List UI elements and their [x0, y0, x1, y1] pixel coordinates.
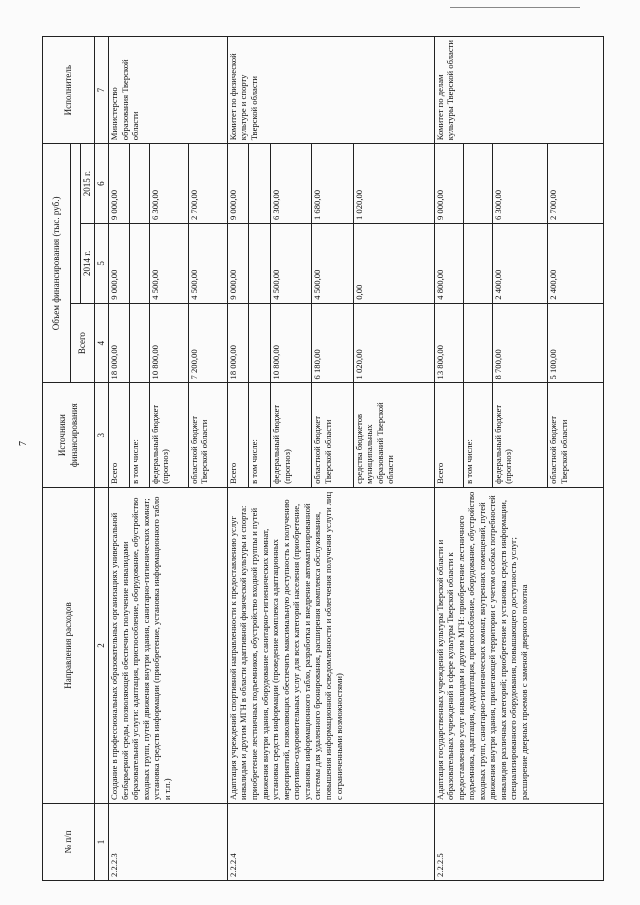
y2015-cell: 2 700,00	[548, 144, 604, 224]
row-direction: Создание в профессиональных образовательных организациях универсальной безбарьерной среды, позволяющей обеспечить получение инвалидами образовательной услуги: адаптация, приспособление, оборудование, обустройство входных групп, путей движения внутри здания, санитарно-гигиенических комнат; установка средств информации (приобретение, установка информационного табло и т.п.)	[109, 487, 228, 803]
col-number-7: 7	[95, 37, 109, 144]
row-executor: Комитет по физической культуре и спорту Тверской области	[227, 37, 434, 144]
row-num: 2.2.2.4	[227, 804, 434, 881]
source-cell: федеральный бюджет (прогноз)	[149, 383, 188, 487]
y2014-cell: 2 400,00	[492, 224, 548, 304]
y2015-cell	[129, 144, 149, 224]
total-cell: 18 000,00	[227, 303, 249, 383]
y2015-cell: 1 020,00	[353, 144, 434, 224]
source-cell: областной бюджет Тверской области	[548, 383, 604, 487]
y2014-cell: 4 500,00	[149, 224, 188, 304]
source-cell: областной бюджет Тверской области	[312, 383, 353, 487]
total-cell: 5 100,00	[548, 303, 604, 383]
y2014-cell: 4 500,00	[312, 224, 353, 304]
funding-table	[42, 36, 604, 881]
col-number-4: 4	[95, 303, 109, 383]
col-number-6: 6	[95, 144, 109, 224]
y2014-cell: 2 400,00	[548, 224, 604, 304]
y2015-cell: 6 300,00	[149, 144, 188, 224]
source-cell: федеральный бюджет (прогноз)	[492, 383, 548, 487]
total-cell: 7 200,00	[188, 303, 227, 383]
total-cell	[249, 303, 271, 383]
total-cell	[129, 303, 149, 383]
source-cell: Всего	[109, 383, 129, 487]
header-2014: 2014 г.	[81, 224, 95, 304]
row-direction: Адаптация государственных учреждений культуры Тверской области и образовательных учреждений в сфере культуры Тверской области к предоставлению услуг инвалидам и другим МГН: приобретение лестничного подъемника, адаптация, доддаптация, приспособление, оборудование, обустройство входных групп, санитарно-гигиенических комнат, внутренних помещений, путей движения внутри здания, прилегающей территории с учетом особых потребностей инвалидов различных категорий; приобретение и установка средств информации, специализированного оборудования, повышающего доступность услуг; расширение дверных проемов с заменой дверного полотна	[434, 487, 603, 803]
y2014-cell: 4 800,00	[434, 224, 463, 304]
total-cell: 18 000,00	[109, 303, 129, 383]
header-direction: Направления расходов	[43, 487, 95, 803]
source-cell: средства бюджетов муниципальных образований Тверской области	[353, 383, 434, 487]
rotated-table-container	[42, 36, 604, 881]
row-executor: Комитет по делам культуры Тверской области	[434, 37, 603, 144]
y2014-cell	[249, 224, 271, 304]
source-cell: в том числе:	[129, 383, 149, 487]
row-num: 2.2.2.3	[109, 804, 228, 881]
source-cell: в том числе:	[463, 383, 492, 487]
total-cell: 10 800,00	[149, 303, 188, 383]
total-cell	[463, 303, 492, 383]
y2015-cell: 9 000,00	[227, 144, 249, 224]
page-number: 7	[18, 441, 29, 446]
header-years	[71, 144, 81, 303]
total-cell: 13 800,00	[434, 303, 463, 383]
table-row	[434, 37, 463, 881]
y2015-cell: 9 000,00	[434, 144, 463, 224]
y2015-cell	[463, 144, 492, 224]
col-number-2: 2	[95, 487, 109, 803]
row-num: 2.2.2.5	[434, 804, 603, 881]
y2014-cell: 0,00	[353, 224, 434, 304]
header-num: № п/п	[43, 804, 95, 881]
table-row	[227, 37, 249, 881]
source-cell: Всего	[227, 383, 249, 487]
source-cell: федеральный бюджет (прогноз)	[271, 383, 312, 487]
col-number-3: 3	[95, 383, 109, 487]
header-2015: 2015 г.	[81, 144, 95, 224]
header-sources: Источники финансирования	[43, 383, 95, 487]
row-direction: Адаптация учреждений спортивной направленности к предоставлению услуг инвалидам и другим МГН в области адаптивной физической культуры и спорта: приобретение лестничных подъемников, обустройство входной группы и путей движения внутри здания, оборудование санитарно-гигиенических комнат, установка средств информации (проведение комплекса адаптационных мероприятий, позволяющих обеспечить максимальную доступность к получению спортивно-оздоровительных услуг для всех категорий населения (приобретение, установка информационного табло, разработка и внедрение автоматизированной системы для удаленного бронирования, расширения комплекса обслуживания, повышения информационной осведомленности и облегчения получения услуги лиц с ограниченными возможностями)	[227, 487, 434, 803]
source-cell: Всего	[434, 383, 463, 487]
source-cell: областной бюджет Тверской области	[188, 383, 227, 487]
header-executor: Исполнитель	[43, 37, 95, 144]
row-executor: Министерство образования Тверской области	[109, 37, 228, 144]
header-volume: Объем финансирования (тыс. руб.)	[43, 144, 71, 383]
y2015-cell: 6 300,00	[492, 144, 548, 224]
y2015-cell: 1 680,00	[312, 144, 353, 224]
source-cell: в том числе:	[249, 383, 271, 487]
y2015-cell: 6 300,00	[271, 144, 312, 224]
total-cell: 10 800,00	[271, 303, 312, 383]
y2014-cell: 4 500,00	[188, 224, 227, 304]
y2015-cell: 2 700,00	[188, 144, 227, 224]
y2014-cell: 9 000,00	[227, 224, 249, 304]
col-number-1: 1	[95, 804, 109, 881]
y2014-cell	[129, 224, 149, 304]
table-row	[109, 37, 129, 881]
header-total: Всего	[71, 303, 95, 383]
y2015-cell	[249, 144, 271, 224]
total-cell: 8 700,00	[492, 303, 548, 383]
y2014-cell	[463, 224, 492, 304]
top-rule	[450, 7, 580, 8]
y2015-cell: 9 000,00	[109, 144, 129, 224]
y2014-cell: 9 000,00	[109, 224, 129, 304]
col-number-5: 5	[95, 224, 109, 304]
y2014-cell: 4 500,00	[271, 224, 312, 304]
total-cell: 1 020,00	[353, 303, 434, 383]
total-cell: 6 180,00	[312, 303, 353, 383]
